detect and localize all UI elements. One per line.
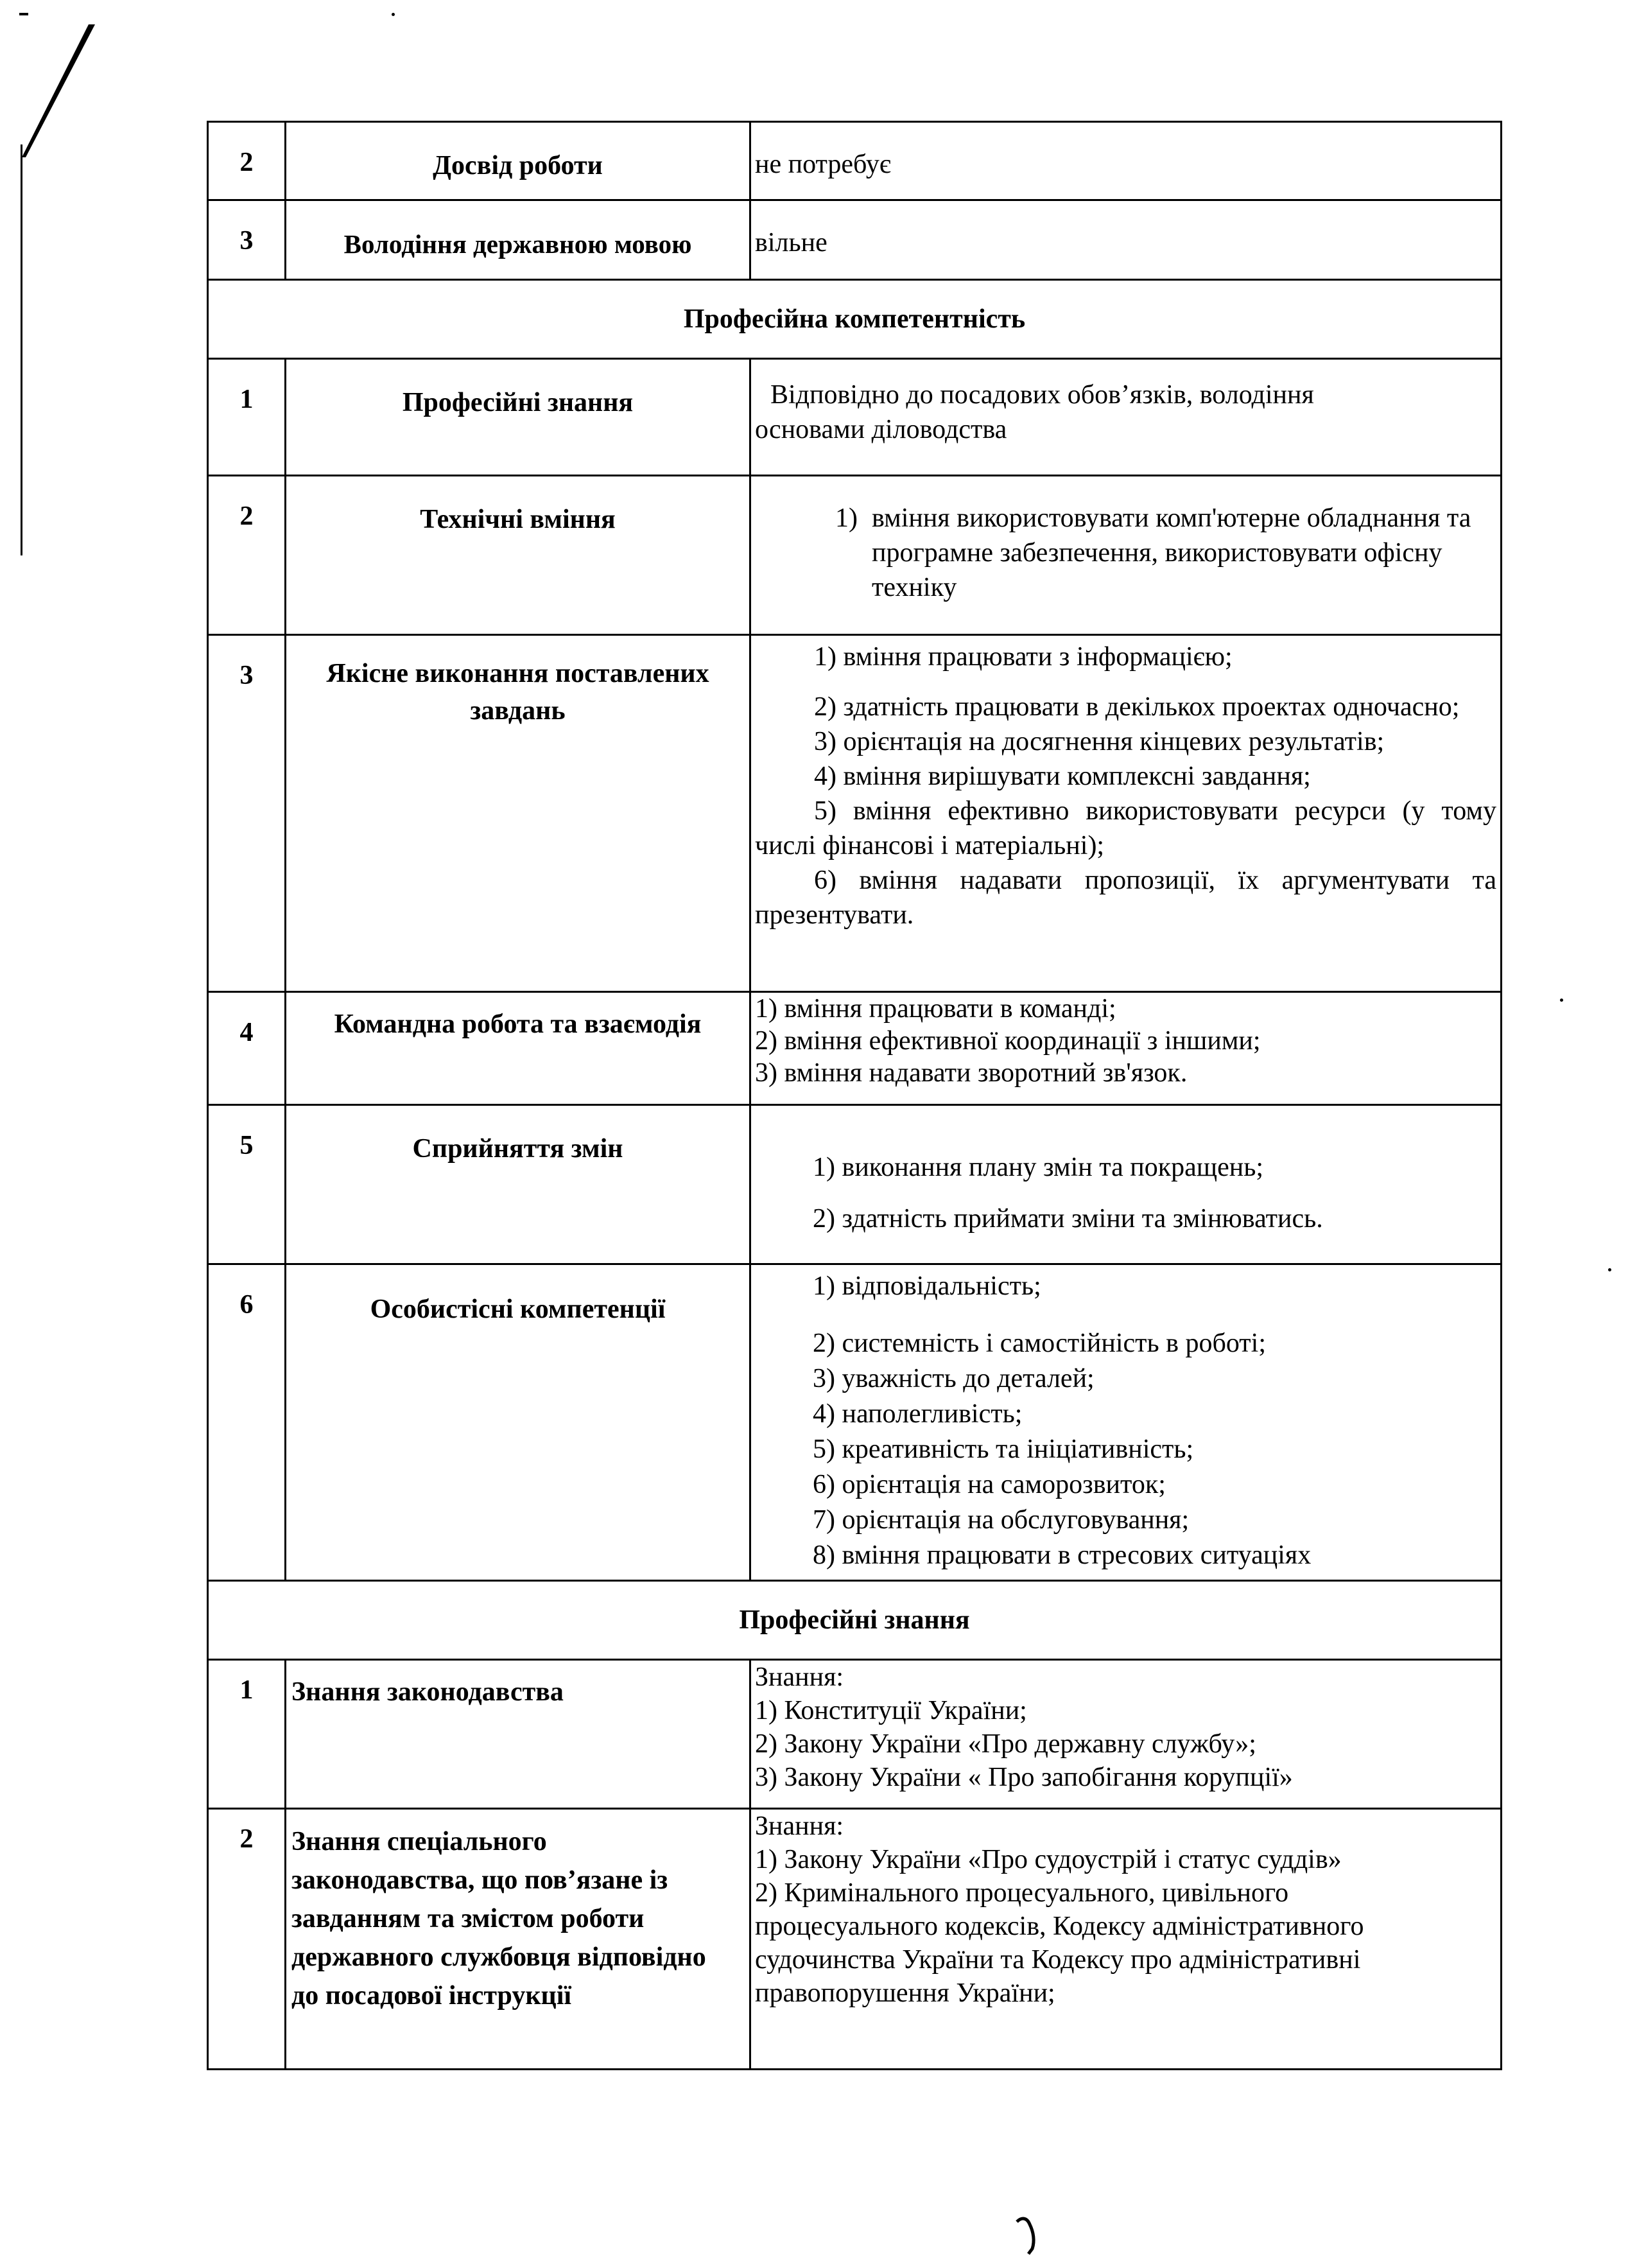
row-value: Знання: 1) Конституції України; 2) Закону України «Про державну службу»; 3) Закону України « Про запобігання корупції» [750, 1660, 1502, 1809]
table-row [208, 1264, 1502, 1581]
table-row [208, 359, 1502, 476]
section-title: Професійна компетентність [208, 280, 1502, 359]
row-label: Командна робота та взаємодія [286, 992, 750, 1105]
row-number: 3 [208, 200, 286, 280]
row-number: 1 [208, 359, 286, 476]
row-number: 2 [208, 476, 286, 635]
row-value: Знання: 1) Закону України «Про судоустрій і статус суддів» 2) Кримінального процесуального, цивільного процесуального кодексів, Кодексу адміністративного судочинства України та Кодексу про адміністративні правопорушення України; [750, 1809, 1502, 2070]
scan-margin-line [21, 144, 22, 555]
row-number: 2 [208, 122, 286, 200]
row-label: Знання спеціального законодавства, що пов’язане із завданням та змістом роботи державного службовця відповідно до посадової інструкції [286, 1809, 750, 2070]
row-label: Володіння державною мовою [286, 200, 750, 280]
requirements-table [207, 121, 1502, 2070]
row-value: 1) відповідальність; 2) системність і самостійність в роботі; 3) уважність до деталей; 4) наполегливість; 5) креативність та ініціативність; 6) орієнтація на саморозвиток; 7) орієнтація на обслуговування; 8) вміння працювати в стресових ситуаціях [750, 1264, 1502, 1581]
table-row [208, 200, 1502, 280]
section-title: Професійні знання [208, 1581, 1502, 1660]
row-value: Відповідно до посадових обов’язків, володіння основами діловодства [750, 359, 1502, 476]
row-value: вільне [750, 200, 1502, 280]
table-row [208, 635, 1502, 992]
row-number: 6 [208, 1264, 286, 1581]
row-number: 1 [208, 1660, 286, 1809]
row-label: Особистісні компетенції [286, 1264, 750, 1581]
row-label: Досвід роботи [286, 122, 750, 200]
scan-dot [392, 13, 395, 16]
row-value: 1) вміння використовувати комп'ютерне обладнання та програмне забезпечення, використовувати офісну техніку [750, 476, 1502, 635]
scan-dot [1608, 1268, 1611, 1271]
row-label: Якісне виконання поставлених завдань [286, 635, 750, 992]
row-number: 2 [208, 1809, 286, 2070]
table-row [208, 992, 1502, 1105]
table-row [208, 1809, 1502, 2070]
row-number: 5 [208, 1105, 286, 1264]
table-row [208, 1105, 1502, 1264]
row-value: не потребує [750, 122, 1502, 200]
row-label: Знання законодавства [286, 1660, 750, 1809]
row-number: 4 [208, 992, 286, 1105]
row-label: Технічні вміння [286, 476, 750, 635]
row-value: 1) вміння працювати з інформацією; 2) здатність працювати в декількох проектах одночасно; 3) орієнтація на досягнення кінцевих результатів; 4) вміння вирішувати комплексні завдання; 5) вміння ефективно використовувати ресурси (у тому числі фінансові і матеріальні); 6) вміння надавати пропозиції, їх аргументувати та презентувати. [750, 635, 1502, 992]
row-label: Сприйняття змін [286, 1105, 750, 1264]
section-header-row [208, 1581, 1502, 1660]
row-value: 1) виконання плану змін та покращень; 2) здатність приймати зміни та змінюватись. [750, 1105, 1502, 1264]
table-row [208, 1660, 1502, 1809]
row-number: 3 [208, 635, 286, 992]
section-header-row [208, 280, 1502, 359]
row-label: Професійні знання [286, 359, 750, 476]
row-value: 1) вміння працювати в команді; 2) вміння ефективної координації з іншими; 3) вміння надавати зворотний зв'язок. [750, 992, 1502, 1105]
table-row [208, 476, 1502, 635]
page-mark-icon [1014, 2215, 1040, 2260]
scan-stroke-icon [19, 13, 103, 193]
scan-dot [1560, 999, 1563, 1002]
table-row [208, 122, 1502, 200]
